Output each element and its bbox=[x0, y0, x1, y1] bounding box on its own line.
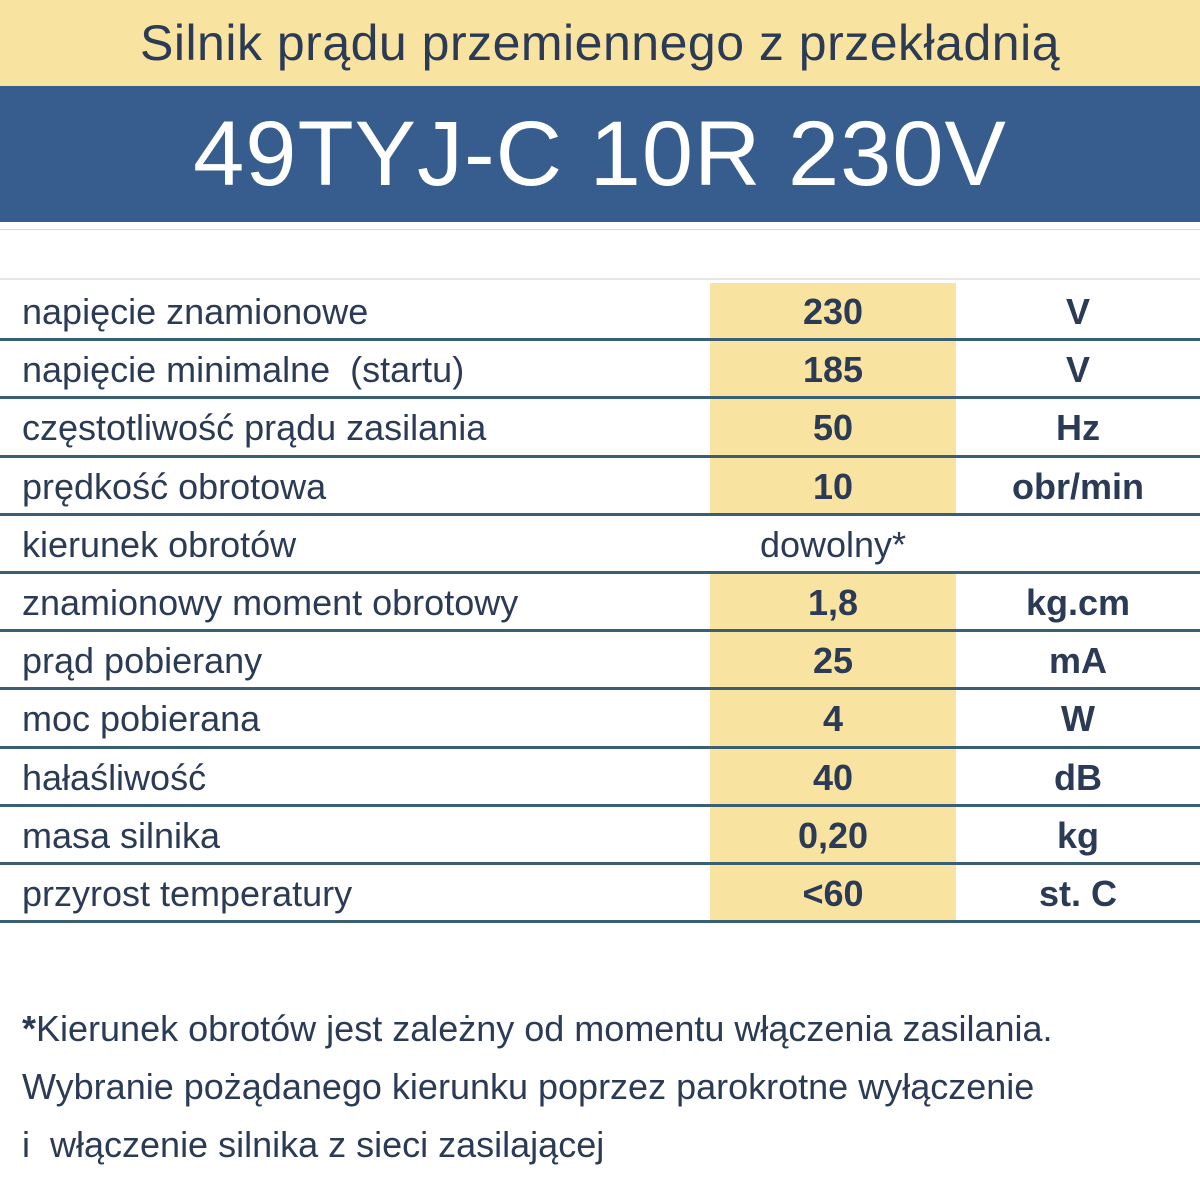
param-value: 10 bbox=[710, 458, 956, 516]
param-label: częstotliwość prądu zasilania bbox=[22, 407, 487, 449]
header-divider bbox=[0, 229, 1200, 230]
param-unit: kg.cm bbox=[1025, 582, 1131, 624]
param-value: 1,8 bbox=[710, 574, 956, 632]
param-value: 25 bbox=[710, 632, 956, 690]
param-label: napięcie znamionowe bbox=[22, 291, 369, 333]
param-value: 4 bbox=[710, 690, 956, 748]
table-row bbox=[0, 690, 1200, 748]
table-row bbox=[0, 574, 1200, 632]
param-unit: V bbox=[1065, 291, 1090, 333]
page-title: Silnik prądu przemiennego z przekładnią bbox=[139, 15, 1060, 71]
param-value: dowolny* bbox=[759, 523, 907, 565]
title-banner bbox=[0, 0, 1200, 86]
param-unit: mA bbox=[1048, 640, 1107, 682]
footnote-line-1 bbox=[22, 1000, 1192, 1058]
param-value: 230 bbox=[710, 283, 956, 341]
param-value: 0,20 bbox=[710, 807, 956, 865]
param-label: moc pobierana bbox=[22, 698, 261, 740]
model-name: 49TYJ-C 10R 230V bbox=[193, 102, 1007, 205]
table-row bbox=[0, 458, 1200, 516]
spec-table bbox=[0, 283, 1200, 923]
param-label: znamionowy moment obrotowy bbox=[22, 582, 519, 624]
footnote-asterisk: * bbox=[22, 1008, 37, 1049]
table-row bbox=[0, 399, 1200, 457]
param-label: napięcie minimalne (startu) bbox=[22, 349, 465, 391]
param-label: przyrost temperatury bbox=[22, 872, 353, 914]
param-unit: dB bbox=[1054, 756, 1102, 798]
table-row bbox=[0, 283, 1200, 341]
param-value: 185 bbox=[710, 341, 956, 399]
param-label: hałaśliwość bbox=[22, 756, 207, 798]
footnote-line-3: i włączenie silnika z sieci zasilającej bbox=[22, 1124, 605, 1165]
table-row bbox=[0, 632, 1200, 690]
param-unit: st. C bbox=[1038, 872, 1117, 914]
table-row bbox=[0, 865, 1200, 923]
footnote-line-2: Wybranie pożądanego kierunku poprzez parokrotne wyłączenie bbox=[22, 1066, 1035, 1107]
param-label: masa silnika bbox=[22, 814, 221, 856]
param-value: <60 bbox=[710, 865, 956, 923]
param-unit: V bbox=[1065, 349, 1090, 391]
param-unit: kg bbox=[1056, 814, 1099, 856]
table-row bbox=[0, 341, 1200, 399]
param-value: 50 bbox=[710, 399, 956, 457]
param-unit bbox=[956, 516, 1200, 574]
param-value: 40 bbox=[710, 749, 956, 807]
table-row bbox=[0, 516, 1200, 574]
param-unit: Hz bbox=[1056, 407, 1100, 449]
table-row bbox=[0, 749, 1200, 807]
param-label: prąd pobierany bbox=[22, 640, 263, 682]
param-label: kierunek obrotów bbox=[22, 523, 297, 565]
param-label: prędkość obrotowa bbox=[22, 465, 327, 507]
table-row bbox=[0, 807, 1200, 865]
footnote bbox=[22, 1000, 1192, 1174]
param-unit: W bbox=[1061, 698, 1095, 740]
footnote-text-1: Kierunek obrotów jest zależny od momentu włączenia zasilania. bbox=[36, 1008, 1053, 1049]
param-unit: obr/min bbox=[1012, 465, 1144, 507]
model-banner bbox=[0, 86, 1200, 222]
table-top-divider bbox=[0, 278, 1200, 280]
